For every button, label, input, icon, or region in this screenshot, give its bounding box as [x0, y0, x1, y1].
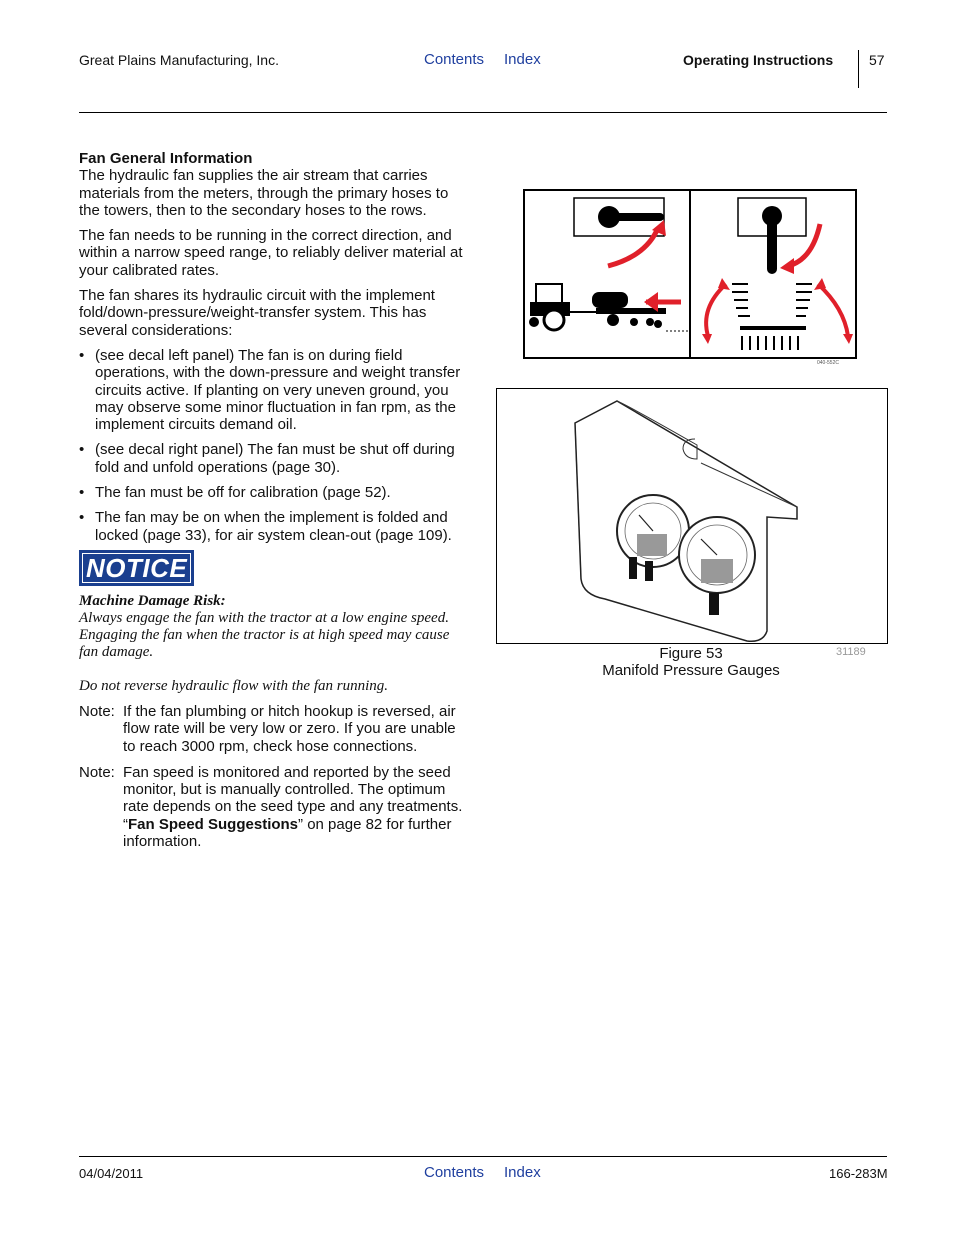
header-rule: [79, 112, 887, 113]
note-label: Note:: [79, 763, 115, 781]
section-title: Operating Instructions: [683, 52, 834, 68]
paragraph: The hydraulic fan supplies the air stream that carries materials from the meters, through the primary hoses to the towers, then to the secondary hoses to the rows.: [79, 167, 449, 219]
main-column: [79, 150, 471, 544]
note: [79, 703, 471, 755]
notice-text: Do not reverse hydraulic flow with the fan running.: [79, 678, 389, 694]
bullet-item: • The fan must be off for calibration (page 52).: [79, 484, 471, 501]
company-name: Great Plains Manufacturing, Inc.: [79, 52, 279, 68]
fan-decal-graphic: [516, 184, 862, 368]
bullet-item: • The fan may be on when the implement is folded and locked (page 33), for air system clean-out (page 109).: [79, 509, 471, 544]
page-number: 57: [869, 52, 885, 68]
contents-link[interactable]: Contents: [424, 51, 485, 68]
header-divider: [858, 50, 859, 88]
footer-contents-link[interactable]: Contents: [424, 1164, 485, 1181]
paragraph: The fan shares its hydraulic circuit with the implement fold/down-pressure/weight-transfer system. This has several considerations:: [79, 287, 435, 339]
cross-reference: Fan Speed Suggestions: [128, 815, 299, 833]
bullet-item: • (see decal right panel) The fan must be shut off during fold and unfold operations (page 30).: [79, 441, 471, 476]
note-label: Note:: [79, 703, 115, 720]
section-heading: Fan General Information: [79, 150, 253, 167]
notice-text: Always engage the fan with the tractor at a low engine speed. Engaging the fan when the tractor is at high speed may cause fan damage.: [79, 610, 450, 660]
decal-code: 040-552C: [817, 360, 839, 366]
bullet-item: • (see decal left panel) The fan is on during field operations, with the down-pressure and weight transfer circuits active. If planting on very uneven ground, you may observe some minor fluctuation in fan rpm, as the implement circuits demand oil.: [79, 347, 471, 433]
notice-label: NOTICE: [79, 550, 194, 586]
notice-block: [79, 593, 471, 695]
fan-decal-figure: [516, 184, 862, 368]
figure-caption: [496, 645, 886, 679]
paragraph: The fan needs to be running in the correct direction, and within a narrow speed range, to reliably deliver material at your calibrated rates.: [79, 227, 463, 279]
document-number: 166-283M: [829, 1166, 888, 1181]
manifold-gauges-figure: [496, 388, 888, 644]
figure-id: 31189: [836, 646, 866, 658]
notice-badge: [79, 553, 194, 584]
note: [79, 764, 471, 850]
manifold-gauges-graphic: [497, 389, 887, 643]
notes: [79, 703, 471, 850]
footer-date: 04/04/2011: [79, 1166, 144, 1181]
note-text: Fan speed is monitored and reported by the seed monitor, but is manually controlled. The optimum rate depends on the seed type and any treatments. “Fan Speed Suggestions” on page 82 for further information.: [123, 763, 463, 851]
footer-rule: [79, 1156, 887, 1157]
index-link[interactable]: Index: [504, 51, 541, 68]
notice-title: Machine Damage Risk:: [79, 593, 226, 609]
figure-title: Manifold Pressure Gauges: [602, 662, 780, 679]
footer-index-link[interactable]: Index: [504, 1164, 541, 1181]
figure-number: Figure 53: [659, 645, 723, 662]
note-text: If the fan plumbing or hitch hookup is reversed, air flow rate will be very low or zero. If you are unable to reach 3000 rpm, check hose connections.: [123, 703, 456, 755]
